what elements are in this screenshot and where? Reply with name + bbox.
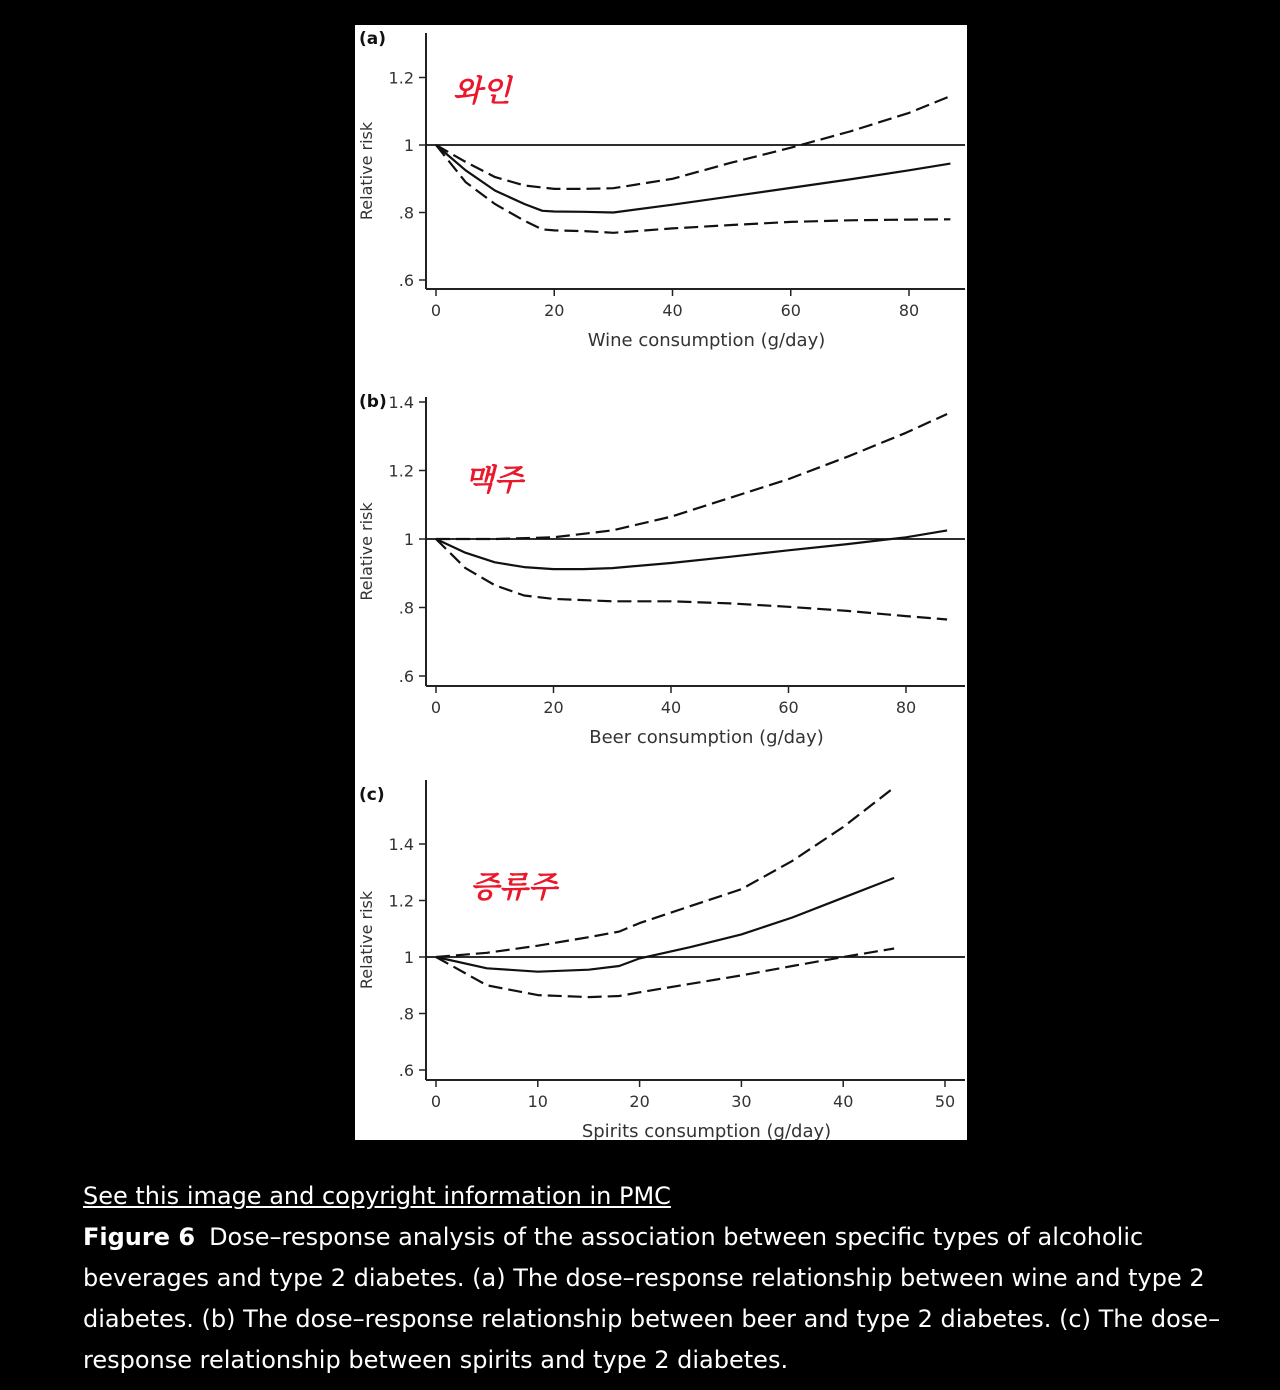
y-tick-label: 1.4 [388, 393, 414, 412]
x-tick-label: 60 [778, 698, 799, 717]
x-tick-label: 80 [898, 301, 920, 320]
pmc-link[interactable]: See this image and copyright information in PMC [83, 1182, 671, 1210]
series-relative-risk [436, 530, 947, 569]
x-tick-label: 40 [833, 1092, 854, 1111]
y-tick-label: .8 [398, 203, 414, 223]
x-tick-label: 40 [662, 301, 683, 320]
caption-label: Figure 6 [83, 1223, 196, 1251]
x-tick-label: 80 [895, 698, 917, 717]
y-tick-label: 1 [403, 948, 414, 967]
x-tick-label: 20 [544, 301, 565, 320]
x-tick-label: 20 [543, 698, 564, 717]
figure-panel [355, 25, 967, 1140]
beverage-annotation: 와인 [453, 74, 511, 109]
y-axis-label: Relative risk [357, 890, 376, 990]
y-tick-label: 1 [403, 530, 414, 549]
beverage-annotation: 증류주 [470, 870, 557, 905]
chart-panel-1 [357, 29, 965, 351]
y-tick-label: .8 [398, 598, 414, 618]
x-tick-label: 20 [629, 1092, 650, 1111]
x-axis-label: Spirits consumption (g/day) [581, 1121, 832, 1140]
x-tick-label: 0 [430, 301, 442, 320]
series-lower-95-ci [436, 949, 894, 998]
dose-response-chart-group [355, 25, 967, 1140]
figure-caption [83, 1217, 1233, 1381]
y-tick-label: .8 [398, 1004, 414, 1024]
beverage-annotation: 맥주 [465, 463, 523, 498]
y-tick-label: 1.4 [388, 835, 414, 854]
y-tick-label: .6 [398, 1061, 414, 1080]
x-tick-label: 10 [527, 1092, 548, 1111]
y-tick-label: 1.2 [388, 891, 414, 911]
series-lower-95-ci [436, 539, 947, 620]
y-tick-label: .6 [398, 271, 414, 290]
x-axis-label: Beer consumption (g/day) [589, 727, 824, 748]
x-axis-label: Wine consumption (g/day) [587, 330, 826, 351]
y-tick-label: 1.2 [388, 68, 414, 88]
chart-panel-3 [357, 780, 965, 1140]
y-axis-label: Relative risk [357, 502, 376, 601]
x-tick-label: 60 [780, 301, 801, 320]
y-tick-label: 1 [403, 136, 414, 155]
x-tick-label: 0 [430, 1092, 442, 1111]
panel-label: (a) [359, 29, 387, 49]
series-lower-95-ci [436, 145, 950, 233]
caption-block [83, 1176, 1233, 1381]
x-tick-label: 30 [731, 1092, 752, 1111]
series-relative-risk [436, 145, 950, 213]
x-tick-label: 0 [430, 698, 442, 717]
chart-panel-2 [357, 392, 965, 748]
panel-label: (c) [359, 785, 385, 805]
x-tick-label: 40 [660, 698, 682, 717]
caption-text: Dose–response analysis of the association between specific types of alcoholic beverages and type 2 diabetes. (a) The dose–response relationship between wine and type 2 diabetes. (b) The dose–response relationship between beer and type 2 diabetes. (c) The dose–response relationship between spirits and type 2 diabetes. [83, 1223, 1221, 1374]
x-tick-label: 50 [934, 1092, 956, 1111]
y-tick-label: 1.2 [388, 461, 414, 481]
y-tick-label: .6 [398, 667, 414, 686]
panel-label: (b) [359, 392, 387, 412]
y-axis-label: Relative risk [357, 121, 376, 221]
